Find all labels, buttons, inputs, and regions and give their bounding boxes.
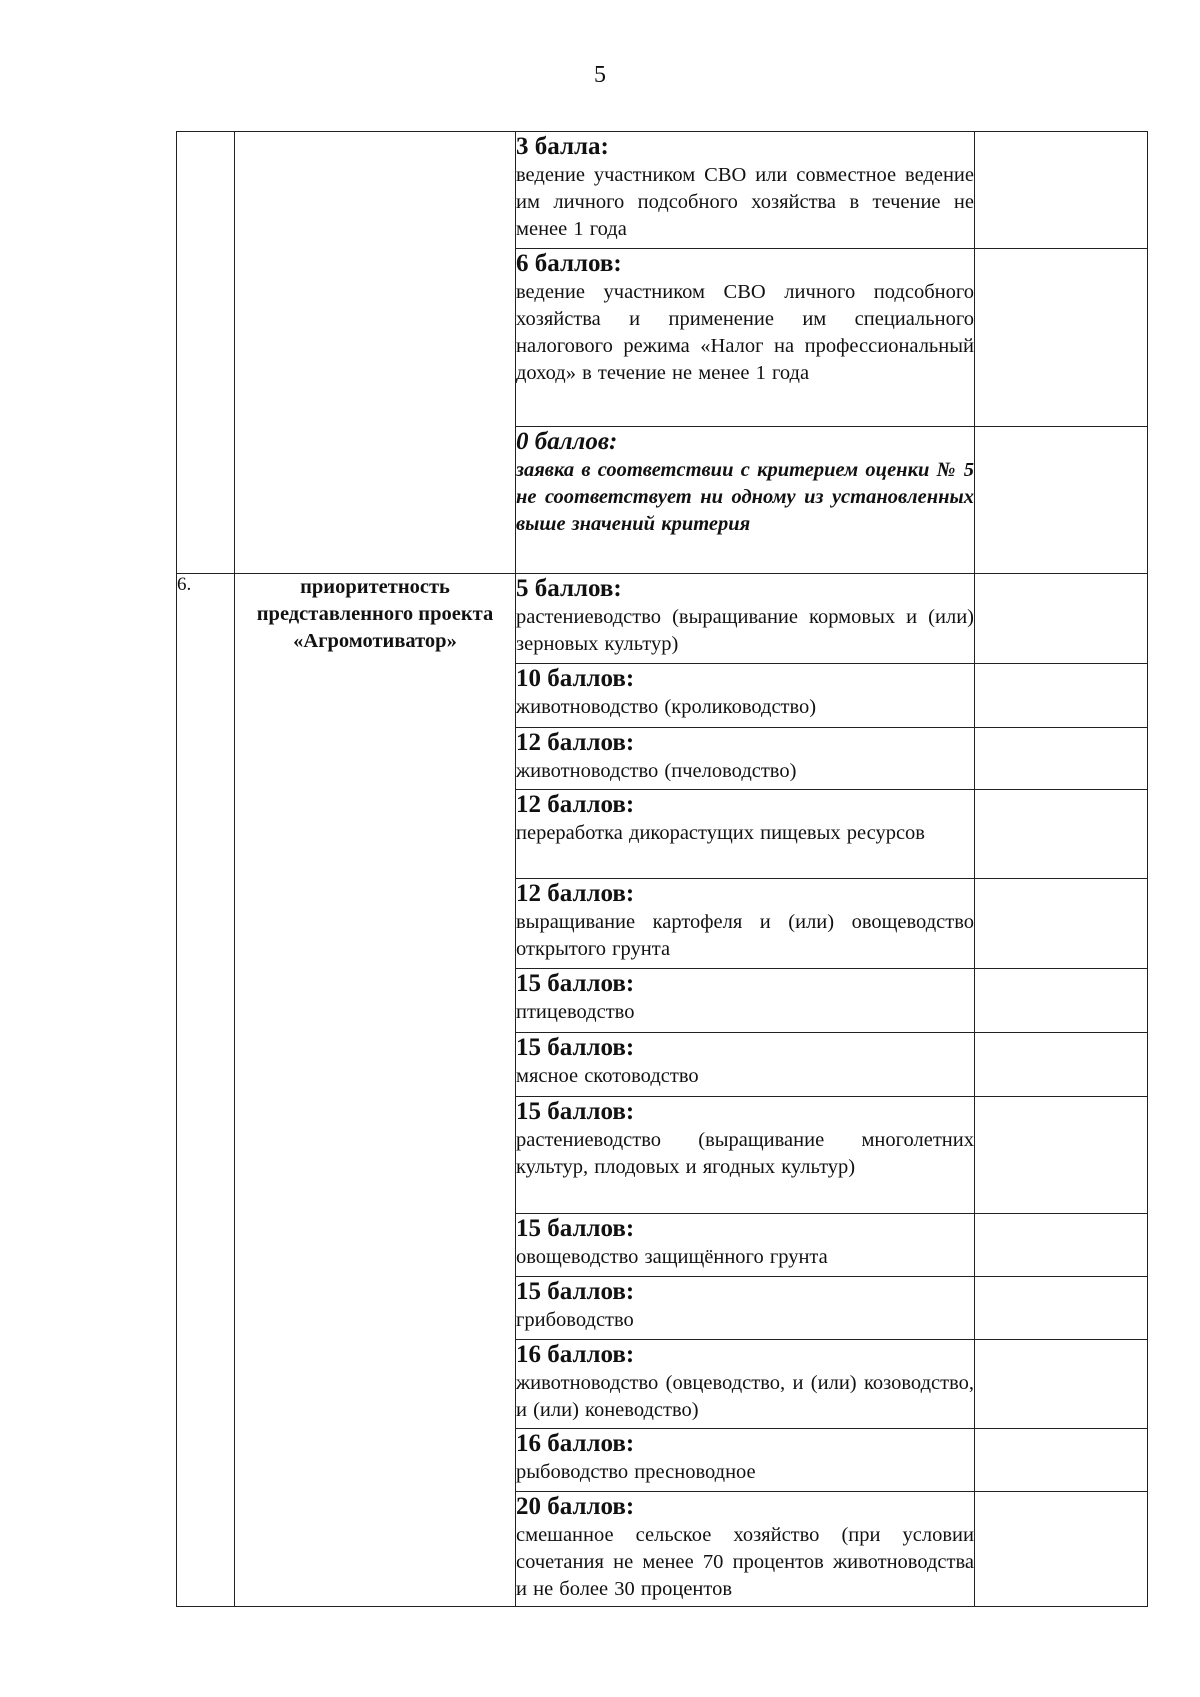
criteria-row (177, 574, 1148, 664)
score-points: 15 баллов: (516, 1215, 635, 1242)
criterion-5-number-cell (177, 132, 235, 574)
score-cell (516, 1340, 975, 1429)
score-points: 12 баллов: (516, 880, 635, 907)
score-cell (516, 664, 975, 728)
empty-value-cell (975, 664, 1148, 728)
score-cell (516, 132, 975, 249)
score-cell (516, 969, 975, 1033)
empty-value-cell (975, 1214, 1148, 1277)
score-cell (516, 1097, 975, 1214)
criteria-table (176, 131, 1148, 1607)
empty-value-cell (975, 574, 1148, 664)
score-cell (516, 1033, 975, 1097)
score-points: 12 баллов: (516, 791, 635, 818)
score-description: растениеводство (выращивание кормовых и (или) зерновых культур) (516, 606, 974, 655)
score-description: ведение участником СВО или совместное ведение им личного подсобного хозяйства в течение не менее 1 года (516, 164, 974, 240)
empty-value-cell (975, 790, 1148, 879)
score-description: животноводство (пчеловодство) (516, 760, 797, 782)
empty-value-cell (975, 1429, 1148, 1492)
score-points: 20 баллов: (516, 1493, 635, 1520)
score-cell (516, 728, 975, 790)
empty-value-cell (975, 249, 1148, 427)
score-description: переработка дикорастущих пищевых ресурсов (516, 822, 925, 844)
score-points: 3 балла: (516, 133, 609, 160)
score-points: 16 баллов: (516, 1430, 635, 1457)
score-cell (516, 1277, 975, 1340)
score-points: 5 баллов: (516, 575, 622, 602)
score-points: 6 баллов: (516, 250, 622, 277)
score-description: птицеводство (516, 1001, 635, 1023)
score-points: 15 баллов: (516, 1278, 635, 1305)
score-description: животноводство (кролиководство) (516, 696, 817, 718)
score-cell (516, 1214, 975, 1277)
criteria-row (177, 132, 1148, 249)
score-points: 15 баллов: (516, 1034, 635, 1061)
empty-value-cell (975, 1033, 1148, 1097)
score-points: 15 баллов: (516, 1098, 635, 1125)
empty-value-cell (975, 1340, 1148, 1429)
page-number: 5 (594, 62, 606, 88)
criterion-number: 6. (177, 574, 235, 1607)
score-description: грибоводство (516, 1309, 634, 1331)
score-description: животноводство (овцеводство, и (или) козоводство, и (или) коневодство) (516, 1372, 974, 1421)
score-points: 12 баллов: (516, 729, 635, 756)
score-points: 0 баллов: (516, 428, 618, 455)
score-points: 10 баллов: (516, 665, 635, 692)
score-description: смешанное сельское хозяйство (при условии сочетания не менее 70 процентов животноводства и не более 30 процентов (516, 1524, 974, 1600)
score-description: заявка в соответствии с критерием оценки № 5 не соответствует ни одному из установленных выше значений критерия (516, 459, 974, 535)
score-cell (516, 879, 975, 969)
empty-value-cell (975, 427, 1148, 574)
empty-value-cell (975, 1097, 1148, 1214)
score-points: 16 баллов: (516, 1341, 635, 1368)
score-description: растениеводство (выращивание многолетних культур, плодовых и ягодных культур) (516, 1129, 974, 1178)
score-cell (516, 1429, 975, 1492)
score-description: рыбоводство пресноводное (516, 1461, 756, 1483)
score-description: мясное скотоводство (516, 1065, 699, 1087)
empty-value-cell (975, 1492, 1148, 1607)
score-cell (516, 249, 975, 427)
score-description: овощеводство защищённого грунта (516, 1246, 828, 1268)
empty-value-cell (975, 969, 1148, 1033)
score-cell (516, 427, 975, 574)
criterion-name: приоритетность представленного проекта «Агромотиватор» (235, 574, 516, 1607)
empty-value-cell (975, 1277, 1148, 1340)
score-cell (516, 1492, 975, 1607)
criterion-5-name-cell (235, 132, 516, 574)
score-cell (516, 574, 975, 664)
score-description: ведение участником СВО личного подсобного хозяйства и применение им специального налогового режима «Налог на профессиональный доход» в течение не менее 1 года (516, 281, 974, 384)
empty-value-cell (975, 879, 1148, 969)
empty-value-cell (975, 728, 1148, 790)
score-points: 15 баллов: (516, 970, 635, 997)
empty-value-cell (975, 132, 1148, 249)
score-cell (516, 790, 975, 879)
score-description: выращивание картофеля и (или) овощеводство открытого грунта (516, 911, 974, 960)
